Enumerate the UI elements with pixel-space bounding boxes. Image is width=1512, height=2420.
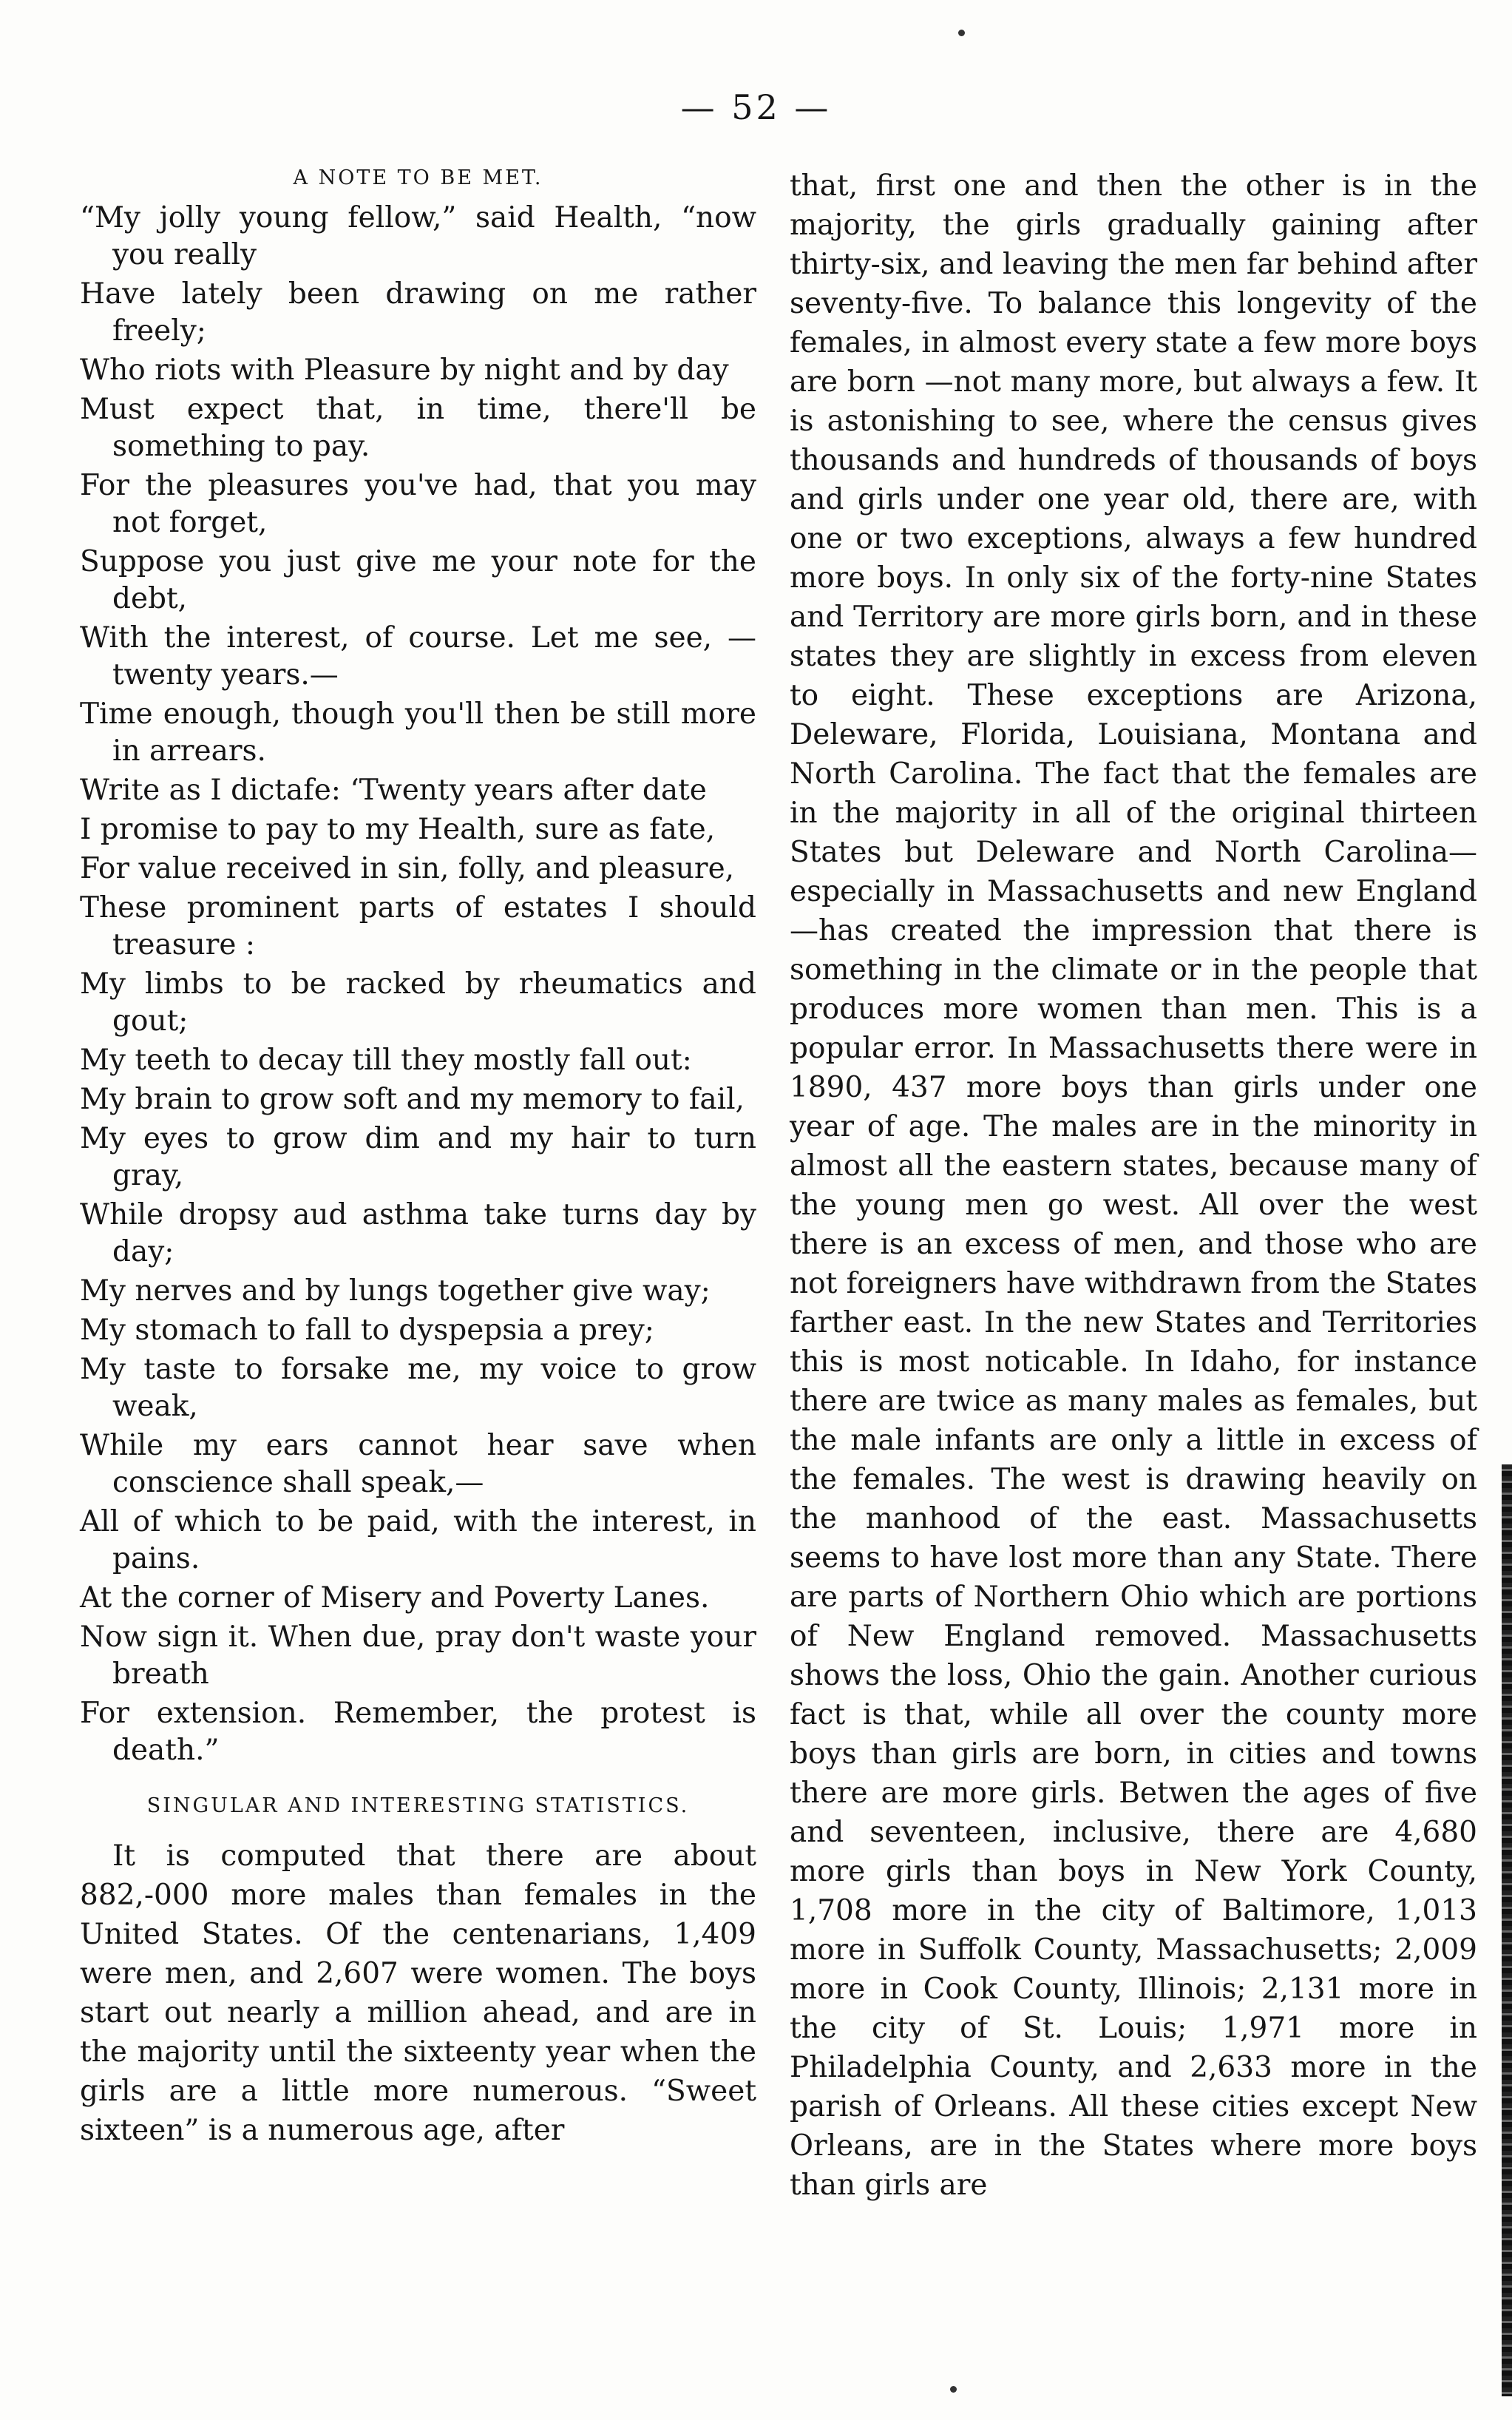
- poem-line: While dropsy aud asthma take turns day by day;: [80, 1198, 756, 1268]
- poem-line: My nerves and by lungs together give way;: [80, 1274, 711, 1308]
- page-edge-shadow: [1502, 1464, 1512, 2396]
- poem-line: Must expect that, in time, there'll be something to pay.: [80, 393, 756, 463]
- right-column: [790, 166, 1477, 2205]
- poem-line: My brain to grow soft and my memory to fail,: [80, 1083, 745, 1116]
- poem-line: At the corner of Misery and Poverty Lanes.: [80, 1581, 710, 1615]
- poem-line: All of which to be paid, with the interest, in pains.: [80, 1505, 756, 1575]
- article-title: SINGULAR AND INTERESTING STATISTICS.: [146, 1794, 690, 1817]
- poem-line: My stomach to fall to dyspepsia a prey;: [80, 1314, 654, 1347]
- poem: [80, 200, 756, 1769]
- page-number: — 52 —: [680, 87, 832, 127]
- left-column: [80, 166, 756, 2150]
- poem-line: My teeth to decay till they mostly fall out:: [80, 1044, 692, 1077]
- poem-line: I promise to pay to my Health, sure as fate,: [80, 813, 716, 846]
- article-paragraph-continued: that, first one and then the other is in the majority, the girls gradually gaining after thirty-six, and leaving the men far behind after seventy-five. To balance this longevity of the females, in almost every state a few more boys are born —not many more, but always a few. It is astonishing to see, where the census gives thousands and hundreds of thousands of boys and girls under one year old, there are, with one or two exceptions, always a few hundred more boys. In only six of the forty-nine States and Territory are more girls born, and in these states they are slightly in excess from eleven to eight. These exceptions are Arizona, Deleware, Florida, Louisiana, Montana and North Carolina. The fact that the females are in the majority in all of the original thirteen States but Deleware and North Carolina—especially in Massachusetts and new England—has created the impression that there is something in the climate or in the people that produces more women than men. This is a popular error. In Massachusetts there were in 1890, 437 more boys than girls under one year of age. The males are in the minority in almost all the eastern states, because many of the young men go west. All over the west there is an excess of men, and those who are not foreigners have withdrawn from the States farther east. In the new States and Territories this is most noticable. In Idaho, for instance there are twice as many males as females, but the male infants are only a little in excess of the females. The west is drawing heavily on the manhood of the east. Massachusetts seems to have lost more than any State. There are parts of Northern Ohio which are portions of New England removed. Massachusetts shows the loss, Ohio the gain. Another curious fact is that, while all over the county more boys than girls are born, in cities and towns there are more girls. Betwen the ages of five and seventeen, inclusive, there are 4,680 more girls than boys in New York County, 1,708 more in the city of Baltimore, 1,013 more in Suffolk County, Massachusetts; 2,009 more in Cook County, Illinois; 2,131 more in the city of St. Louis; 1,971 more in Philadelphia County, and 2,633 more in the parish of Orleans. All these cities except New Orleans, are in the States where more boys than girls are: [790, 169, 1477, 2202]
- poem-line: Time enough, though you'll then be still more in arrears.: [80, 697, 756, 768]
- poem-line: Suppose you just give me your note for the debt,: [80, 545, 756, 615]
- print-speck: [950, 2386, 957, 2393]
- poem-line: With the interest, of course. Let me see, —twenty years.—: [80, 621, 756, 692]
- poem-line: “My jolly young fellow,” said Health, “now you really: [80, 201, 756, 271]
- poem-line: For the pleasures you've had, that you may not forget,: [80, 469, 756, 539]
- poem-title: A NOTE TO BE MET.: [293, 166, 543, 189]
- print-speck: [958, 30, 965, 36]
- poem-line: My eyes to grow dim and my hair to turn gray,: [80, 1122, 756, 1192]
- poem-line: My taste to forsake me, my voice to grow weak,: [80, 1353, 756, 1423]
- poem-line: Have lately been drawing on me rather freely;: [80, 277, 756, 348]
- poem-line: While my ears cannot hear save when conscience shall speak,—: [80, 1429, 756, 1499]
- poem-line: These prominent parts of estates I should treasure :: [80, 891, 756, 961]
- poem-line: My limbs to be racked by rheumatics and gout;: [80, 967, 756, 1038]
- poem-line: Who riots with Pleasure by night and by day: [80, 354, 729, 387]
- poem-line: Now sign it. When due, pray don't waste your breath: [80, 1620, 756, 1691]
- poem-line: Write as I dictafe: ‘Twenty years after date: [80, 774, 707, 807]
- poem-line: For extension. Remember, the protest is death.”: [80, 1697, 756, 1767]
- article-paragraph-start: It is computed that there are about 882,-000 more males than females in the United States. Of the centenarians, 1,409 were men, and 2,607 were women. The boys start out nearly a million ahead, and are in the majority until the sixteenty year when the girls are a little more numerous. “Sweet sixteen” is a numerous age, after: [80, 1839, 756, 2147]
- poem-line: For value received in sin, folly, and pleasure,: [80, 852, 735, 885]
